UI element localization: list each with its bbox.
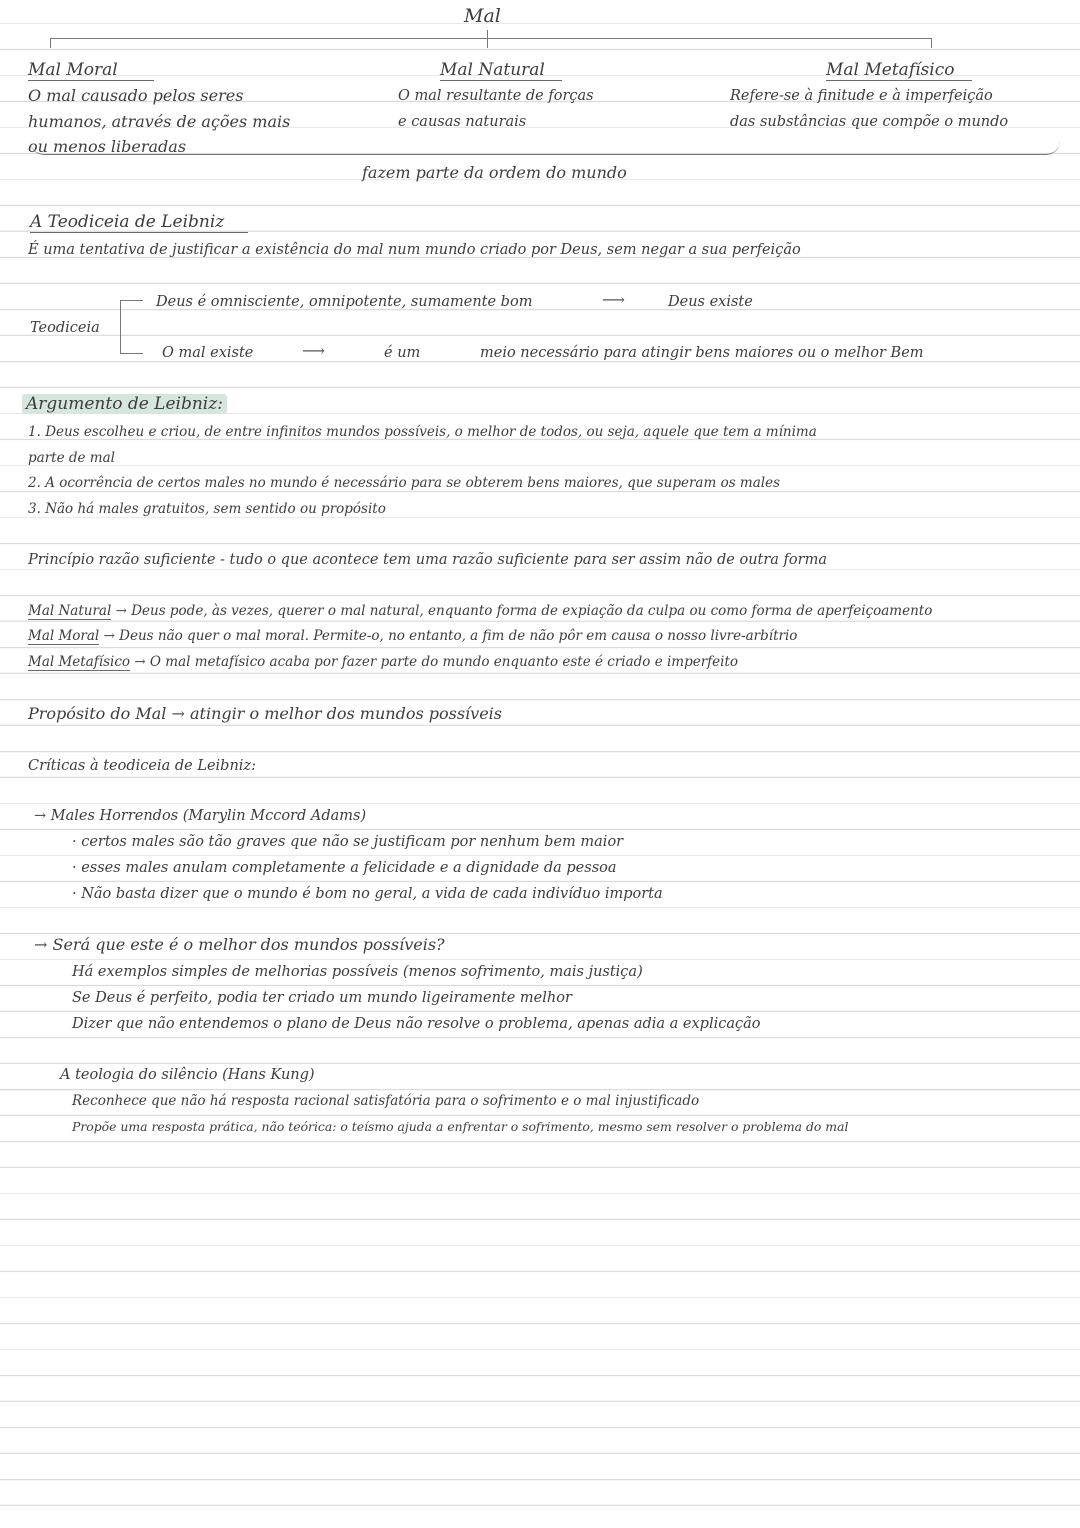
mal-type-row: Mal Moral → Deus não quer o mal moral. Permite-o, no entanto, a fim de não pôr em causa o nosso livre-arbítrio — [28, 628, 798, 644]
type-natural-line: e causas naturais — [398, 114, 527, 130]
type-moral-heading: Mal Moral — [28, 60, 154, 81]
premise-1: Deus é omnisciente, omnipotente, sumamente bom — [156, 294, 533, 310]
type-natural-line: O mal resultante de forças — [398, 88, 594, 104]
critica-line: Propõe uma resposta prática, não teórica: o teísmo ajuda a enfrentar o sofrimento, mesmo sem resolver o problema do mal — [72, 1119, 849, 1134]
type-metafisico-heading: Mal Metafísico — [826, 60, 972, 81]
critica-heading: A teologia do silêncio (Hans Kung) — [60, 1067, 315, 1083]
arrow-right-icon: ⟶ — [602, 290, 625, 309]
principio-razao: Princípio razão suficiente - tudo o que acontece tem uma razão suficiente para ser assim não de outra forma — [28, 552, 827, 568]
critica-line: · esses males anulam completamente a felicidade e a dignidade da pessoa — [72, 860, 617, 876]
argumento-point: 2. A ocorrência de certos males no mundo é necessário para se obterem bens maiores, que superam os males — [28, 475, 781, 491]
conclusion-1: Deus existe — [668, 294, 753, 310]
critica-line: · Não basta dizer que o mundo é bom no geral, a vida de cada indivíduo importa — [72, 886, 663, 902]
title-bracket — [50, 38, 932, 39]
brace-caption: fazem parte da ordem do mundo — [362, 163, 627, 182]
type-moral-line: O mal causado pelos seres — [28, 86, 244, 105]
critica-line: Há exemplos simples de melhorias possíveis (menos sofrimento, mais justiça) — [72, 964, 643, 980]
teodiceia-label: Teodiceia — [30, 320, 100, 336]
argumento-point: 1. Deus escolheu e criou, de entre infinitos mundos possíveis, o melhor de todos, ou seja, aquele que tem a mínima — [28, 424, 817, 440]
critica-heading: → Males Horrendos (Marylin Mccord Adams) — [34, 808, 367, 824]
argumento-heading — [22, 394, 227, 414]
type-metafisico-line: Refere-se à finitude e à imperfeição — [730, 88, 993, 104]
critica-heading: → Será que este é o melhor dos mundos possíveis? — [34, 935, 445, 954]
conclusion-2a: é um — [384, 345, 421, 361]
proposito-row: Propósito do Mal → atingir o melhor dos mundos possíveis — [28, 704, 503, 723]
type-metafisico-line: das substâncias que compõe o mundo — [730, 114, 1009, 130]
arrow-right-icon: ⟶ — [302, 341, 325, 360]
teodiceia-heading: A Teodiceia de Leibniz — [30, 212, 248, 233]
argumento-point: 3. Não há males gratuitos, sem sentido ou propósito — [28, 501, 386, 517]
critica-line: Se Deus é perfeito, podia ter criado um mundo ligeiramente melhor — [72, 990, 572, 1006]
teodiceia-definition: É uma tentativa de justificar a existência do mal num mundo criado por Deus, sem negar a sua perfeição — [28, 242, 801, 258]
critica-line: Reconhece que não há resposta racional satisfatória para o sofrimento e o mal injustificado — [72, 1093, 700, 1109]
type-moral-line: ou menos liberadas — [28, 137, 187, 156]
mal-type-row: Mal Natural → Deus pode, às vezes, querer o mal natural, enquanto forma de expiação da culpa ou como forma de aperfeiçoamento — [28, 603, 933, 619]
bracket-right-tick — [931, 38, 932, 48]
mal-type-row: Mal Metafísico → O mal metafísico acaba por fazer parte do mundo enquanto este é criado e imperfeito — [28, 654, 739, 670]
conclusion-2b: meio necessário para atingir bens maiores ou o melhor Bem — [480, 345, 924, 361]
critica-line: · certos males são tão graves que não se justificam por nenhum bem maior — [72, 834, 624, 850]
type-natural-heading: Mal Natural — [440, 60, 562, 81]
group-brace — [30, 140, 1060, 155]
page-title: Mal — [464, 5, 501, 27]
premise-2: O mal existe — [162, 345, 254, 361]
criticas-heading: Críticas à teodiceia de Leibniz: — [28, 758, 256, 774]
type-moral-line: humanos, através de ações mais — [28, 112, 291, 131]
argumento-point-cont: parte de mal — [28, 450, 115, 466]
argumento-heading-text: Argumento de Leibniz: — [22, 394, 227, 414]
teodiceia-bracket — [120, 300, 143, 354]
critica-line: Dizer que não entendemos o plano de Deus não resolve o problema, apenas adia a explicação — [72, 1016, 761, 1032]
bracket-left-tick — [50, 38, 51, 48]
